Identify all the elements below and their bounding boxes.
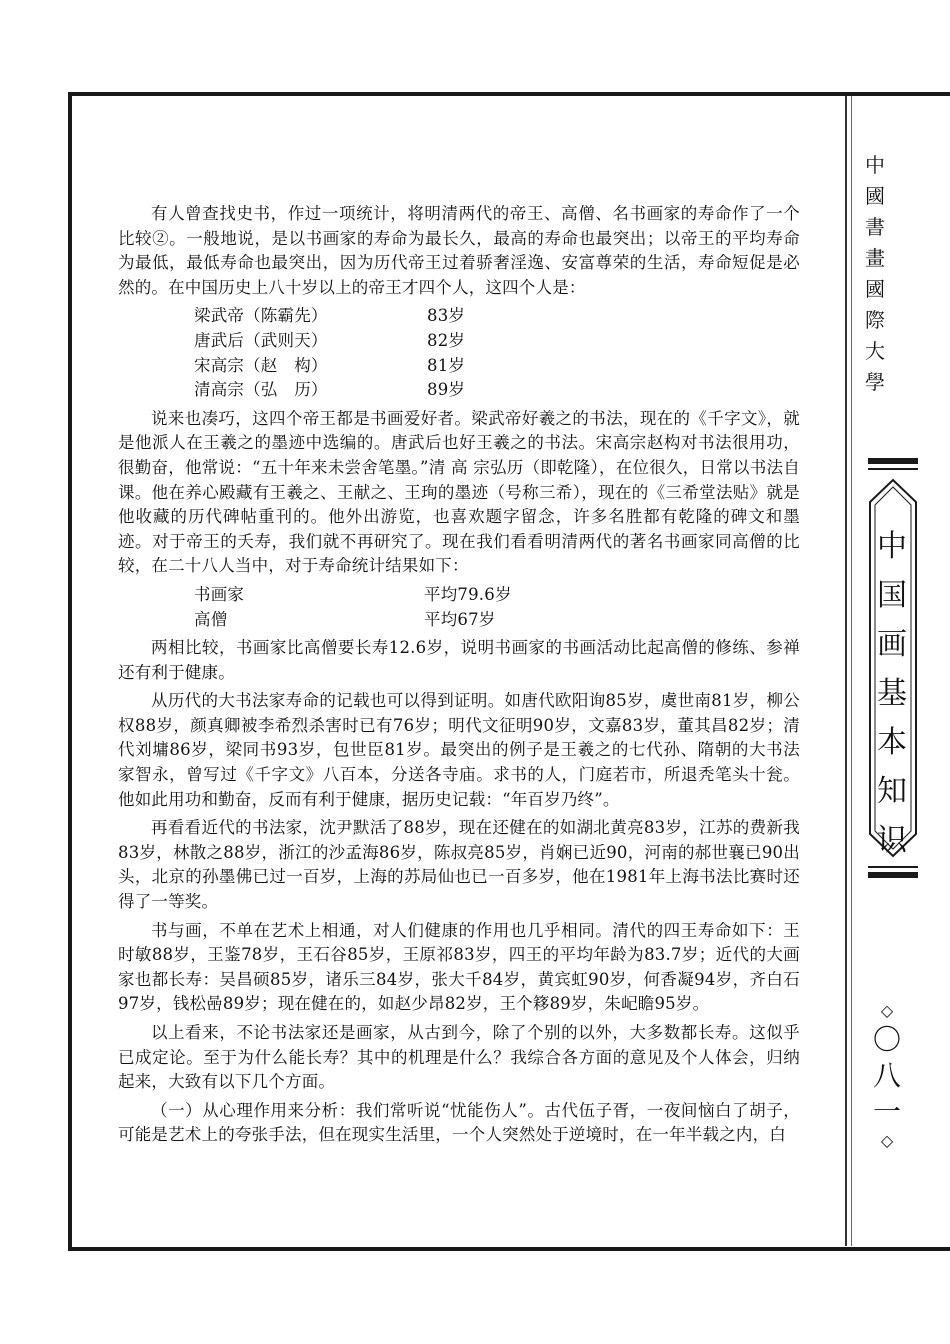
header-char: 際 bbox=[865, 308, 885, 332]
header-char: 國 bbox=[865, 277, 885, 301]
emperor-name: 宋高宗（赵 构） bbox=[194, 355, 328, 375]
header-char: 中 bbox=[865, 153, 885, 177]
page-digit: 〇 bbox=[872, 1023, 901, 1056]
paragraph-1: 有人曾查找史书，作过一项统计，将明清两代的帝王、高僧、名书画家的寿命作了一个比较②。一般地说，是以书画家的寿命为最长久，最高的寿命也最突出；以帝王的平均寿命为最低，最低寿命也最突出，因为历代帝王过着骄奢淫逸、安富尊荣的生活，寿命短促是必然的。在中国历史上八十岁以上的帝王才四个人，这四个人是： bbox=[118, 204, 800, 297]
paragraph-5: 再看看近代的书法家，沈尹默活了88岁，现在还健在的如湖北黄亮83岁，江苏的费新我83岁，林散之88岁，浙江的沙孟海86岁，陈叔亮85岁，肖娴已近90，河南的郝世襄已90出头，北京的孙墨佛已过一百岁，上海的苏局仙也已一百多岁，他在1981年上海书法比赛时还得了一等奖。 bbox=[118, 818, 800, 912]
paragraph-3: 两相比较，书画家比高僧要长寿12.6岁，说明书画家的书画活动比起高僧的修练、参禅还有利于健康。 bbox=[118, 638, 800, 682]
diamond-icon: ◇ bbox=[880, 1001, 894, 1020]
paragraph-2: 说来也凑巧，这四个帝王都是书画爱好者。梁武帝好羲之的书法，现在的《千字文》，就是他派人在王羲之的墨迹中选编的。唐武后也好王羲之的书法。宋高宗赵构对书法很用功，很勤奋，他常说：“五十年来未尝舍笔墨。”清 高 宗弘历（即乾隆），在位很久，日常以书法自课。他在养心殿藏有王羲之、王献之、王珣的墨迹（号称三希），现在的《三希堂法贴》就是他收藏的历代碑帖重刊的。他外出游览，也喜欢题字留念，许多名胜都有乾隆的碑文和墨迹。对于帝王的夭寿，我们就不再研究了。现在我们看看明清两代的著名书画家同高僧的比较，在二十八人当中，对于寿命统计结果如下： bbox=[118, 408, 800, 576]
emperor-age: 89岁 bbox=[427, 380, 466, 400]
emperor-name: 清高宗（弘 历） bbox=[194, 380, 328, 400]
emperor-age: 82岁 bbox=[427, 330, 466, 350]
stat-value: 平均79.6岁 bbox=[424, 584, 512, 604]
stat-value: 平均67岁 bbox=[424, 609, 496, 629]
banner-char: 画 bbox=[877, 627, 907, 662]
banner-char: 识 bbox=[877, 823, 907, 858]
banner-char: 基 bbox=[877, 676, 907, 711]
stat-label: 书画家 bbox=[194, 584, 245, 604]
header-char: 書 bbox=[865, 215, 885, 239]
banner-char: 国 bbox=[877, 578, 907, 613]
emperor-age: 83岁 bbox=[427, 306, 466, 326]
header-char: 畫 bbox=[865, 246, 885, 270]
banner-char: 中 bbox=[877, 529, 907, 564]
header-char: 學 bbox=[865, 370, 885, 394]
banner-bar bbox=[868, 458, 918, 464]
side-header-title bbox=[860, 150, 890, 398]
list-item bbox=[118, 608, 800, 633]
header-char: 大 bbox=[865, 339, 885, 363]
list-item bbox=[118, 304, 800, 329]
margin-rule-inner bbox=[851, 96, 852, 1246]
paragraph-8: （一）从心理作用来分析：我们常听说“忧能伤人”。古代伍子胥，一夜间恼白了胡子，可能是艺术上的夸张手法，但在现实生活里，一个人突然处于逆境时，在一年半载之内，白 bbox=[118, 1100, 800, 1145]
page-digit: 一 bbox=[872, 1095, 901, 1128]
banner-char: 本 bbox=[877, 725, 907, 760]
page-digit: 八 bbox=[872, 1059, 901, 1092]
list-item bbox=[118, 329, 800, 354]
paragraph-7: 以上看来，不论书法家还是画家，从古到今，除了个别的以外，大多数都长寿。这似乎已成定论。至于为什么能长寿？其中的机理是什么？我综合各方面的意见及个人体会，归纳起来，大致有以下几个方面。 bbox=[118, 1023, 800, 1092]
banner-bar bbox=[868, 866, 918, 868]
emperor-list bbox=[118, 304, 800, 402]
stats-list bbox=[118, 583, 800, 632]
stat-label: 高僧 bbox=[194, 609, 228, 629]
margin-rule bbox=[845, 96, 847, 1246]
page-number bbox=[862, 1000, 912, 1152]
emperor-name: 唐武后（武则天） bbox=[194, 330, 328, 350]
banner-title bbox=[871, 522, 913, 865]
list-item bbox=[118, 583, 800, 608]
paragraph-4: 从历代的大书法家寿命的记载也可以得到证明。如唐代欧阳询85岁，虞世南81岁，柳公权88岁，颜真卿被李希烈杀害时已有76岁；明代文征明90岁，文嘉83岁，董其昌82岁；清代刘墉86岁，梁同书93岁，包世臣81岁。最突出的例子是王羲之的七代孙、隋朝的大书法家智永，曾写过《千字文》八百本，分送各寺庙。求书的人，门庭若市，所退秃笔头十瓮。他如此用功和勤奋，反而有利于健康，据历史记载：“年百岁乃终”。 bbox=[118, 691, 800, 809]
list-item bbox=[118, 354, 800, 379]
diamond-icon: ◇ bbox=[880, 1131, 894, 1150]
emperor-name: 梁武帝（陈霸先） bbox=[194, 306, 328, 326]
header-char: 國 bbox=[865, 184, 885, 208]
list-item bbox=[118, 378, 800, 403]
main-text bbox=[118, 202, 800, 1152]
banner-char: 知 bbox=[877, 774, 907, 809]
paragraph-6: 书与画，不单在艺术上相通，对人们健康的作用也几乎相同。清代的四王寿命如下：王时敏88岁，王鉴78岁，王石谷85岁，王原祁83岁，四王的平均年龄为83.7岁；近代的大画家也都长寿：吴昌硕85岁，诸乐三84岁，张大千84岁，黄宾虹90岁，何香凝94岁，齐白石97岁，钱松喦89岁；现在健在的，如赵少昂82岁，王个簃89岁，朱屺瞻95岁。 bbox=[118, 920, 800, 1014]
section-banner bbox=[862, 458, 922, 878]
banner-bar bbox=[868, 468, 918, 470]
emperor-age: 81岁 bbox=[427, 355, 466, 375]
banner-bar bbox=[868, 872, 918, 878]
